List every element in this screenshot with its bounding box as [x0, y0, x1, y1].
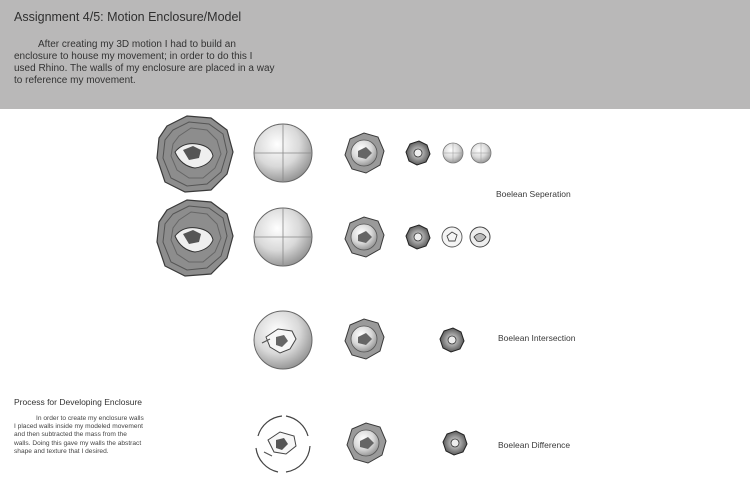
- small-intersect-model-2b: [469, 226, 491, 248]
- combined-model-1: [342, 131, 386, 175]
- label-boolean-separation: Boelean Seperation: [496, 189, 571, 199]
- small-mass-model-1: [405, 140, 431, 166]
- page-title: Assignment 4/5: Motion Enclosure/Model: [14, 10, 242, 24]
- intro-paragraph: After creating my 3D motion I had to build an enclosure to house my movement; in order to do this I used Rhino. The walls of my enclosure are placed in a way to reference my movement.: [14, 39, 275, 86]
- label-boolean-intersection: Boelean Intersection: [498, 333, 576, 343]
- intersection-small-model: [439, 327, 465, 353]
- sphere-model-2: [252, 206, 314, 268]
- motion-mass-model-2: [153, 196, 235, 278]
- motion-mass-model-1: [153, 112, 235, 194]
- small-mass-model-2: [405, 224, 431, 250]
- sphere-intersection-model: [252, 309, 314, 371]
- process-body: In order to create my enclosure walls I placed walls inside my modeled movement and then subtracted the mass from the walls. Doing this gave my walls the abstract shape and texture that I desired.: [14, 415, 144, 455]
- difference-wire-sphere: [250, 412, 314, 476]
- header-band: [0, 0, 750, 109]
- sphere-model-1: [252, 122, 314, 184]
- difference-combined-model: [344, 421, 388, 465]
- difference-small-model: [442, 430, 468, 456]
- combined-model-2: [342, 215, 386, 259]
- small-sphere-1a: [442, 142, 464, 164]
- label-boolean-difference: Boelean Difference: [498, 440, 571, 450]
- process-heading: Process for Developing Enclosure: [14, 397, 143, 407]
- intersection-combined-model: [342, 317, 386, 361]
- small-intersect-model-2a: [441, 226, 463, 248]
- small-sphere-1b: [470, 142, 492, 164]
